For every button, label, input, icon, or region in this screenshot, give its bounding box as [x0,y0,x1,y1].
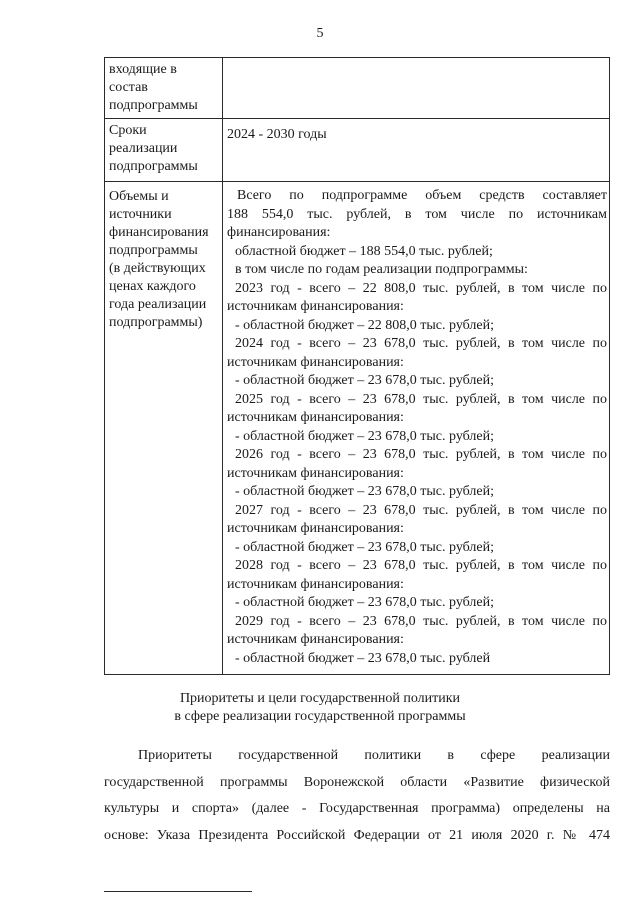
table-row [105,119,610,182]
funding-cell [223,182,610,675]
funding-line: источникам финансирования: [227,299,404,314]
row-value [223,58,610,119]
row-label: Объемы и источники финансирования подпрограммы (в действующих ценах каждого года реализации подпрограммы) [105,182,223,675]
funding-line: 188 554,0 тыс. рублей, в том числе по источникам [227,206,607,222]
body-paragraph [104,743,610,849]
body-line: основе: Указа Президента Российской Федерации от 21 июля 2020 г. № 474 [104,827,610,843]
body-line: Приоритеты государственной политики в сфере реализации [138,748,610,763]
funding-line: 2026 год - всего – 23 678,0 тыс. рублей, в том числе по [235,447,607,462]
funding-line: источникам финансирования: [227,576,404,592]
row-label: входящие в состав подпрограммы [105,58,223,119]
funding-line: в том числе по годам реализации подпрограммы: [235,262,528,277]
funding-line: - областной бюджет – 23 678,0 тыс. рублей; [235,484,494,499]
funding-line: - областной бюджет – 23 678,0 тыс. рублей; [235,428,494,444]
table-row [105,182,610,675]
funding-line: 2024 год - всего – 23 678,0 тыс. рублей, в том числе по [235,336,607,351]
funding-line: - областной бюджет – 23 678,0 тыс. рублей; [235,595,494,610]
funding-line: 2029 год - всего – 23 678,0 тыс. рублей, в том числе по [235,613,607,629]
funding-line: источникам финансирования: [227,410,404,425]
footnote-divider [104,891,252,892]
page-number: 5 [316,26,324,41]
body-line: государственной программы Воронежской области «Развитие физической [104,774,610,790]
passport-table [104,57,610,675]
funding-line: 2027 год - всего – 23 678,0 тыс. рублей, в том числе по [235,502,607,518]
funding-line: источникам финансирования: [227,632,404,647]
body-line: культуры и спорта» (далее - Государственная программа) определены на [104,801,610,816]
funding-line: - областной бюджет – 22 808,0 тыс. рублей; [235,317,494,333]
funding-line: - областной бюджет – 23 678,0 тыс. рублей [235,650,491,666]
funding-line: источникам финансирования: [227,354,404,370]
funding-line: - областной бюджет – 23 678,0 тыс. рублей; [235,539,494,555]
funding-line: Всего по подпрограмме объем средств составляет [237,188,607,203]
funding-line: 2025 год - всего – 23 678,0 тыс. рублей, в том числе по [235,391,607,407]
funding-line: 2028 год - всего – 23 678,0 тыс. рублей, в том числе по [235,558,607,573]
section-heading-line-2: в сфере реализации государственной программы [174,709,466,724]
row-label: Сроки реализации подпрограммы [105,119,223,182]
row-value: 2024 - 2030 годы [223,119,610,182]
funding-line: 2023 год - всего – 22 808,0 тыс. рублей, в том числе по [235,280,607,296]
funding-line: финансирования: [227,225,331,240]
funding-line: - областной бюджет – 23 678,0 тыс. рублей; [235,373,494,388]
section-heading-line-1: Приоритеты и цели государственной политики [179,691,461,706]
funding-line: источникам финансирования: [227,465,404,481]
funding-line: областной бюджет – 188 554,0 тыс. рублей; [235,243,493,259]
funding-line: источникам финансирования: [227,521,404,536]
table-row [105,58,610,119]
